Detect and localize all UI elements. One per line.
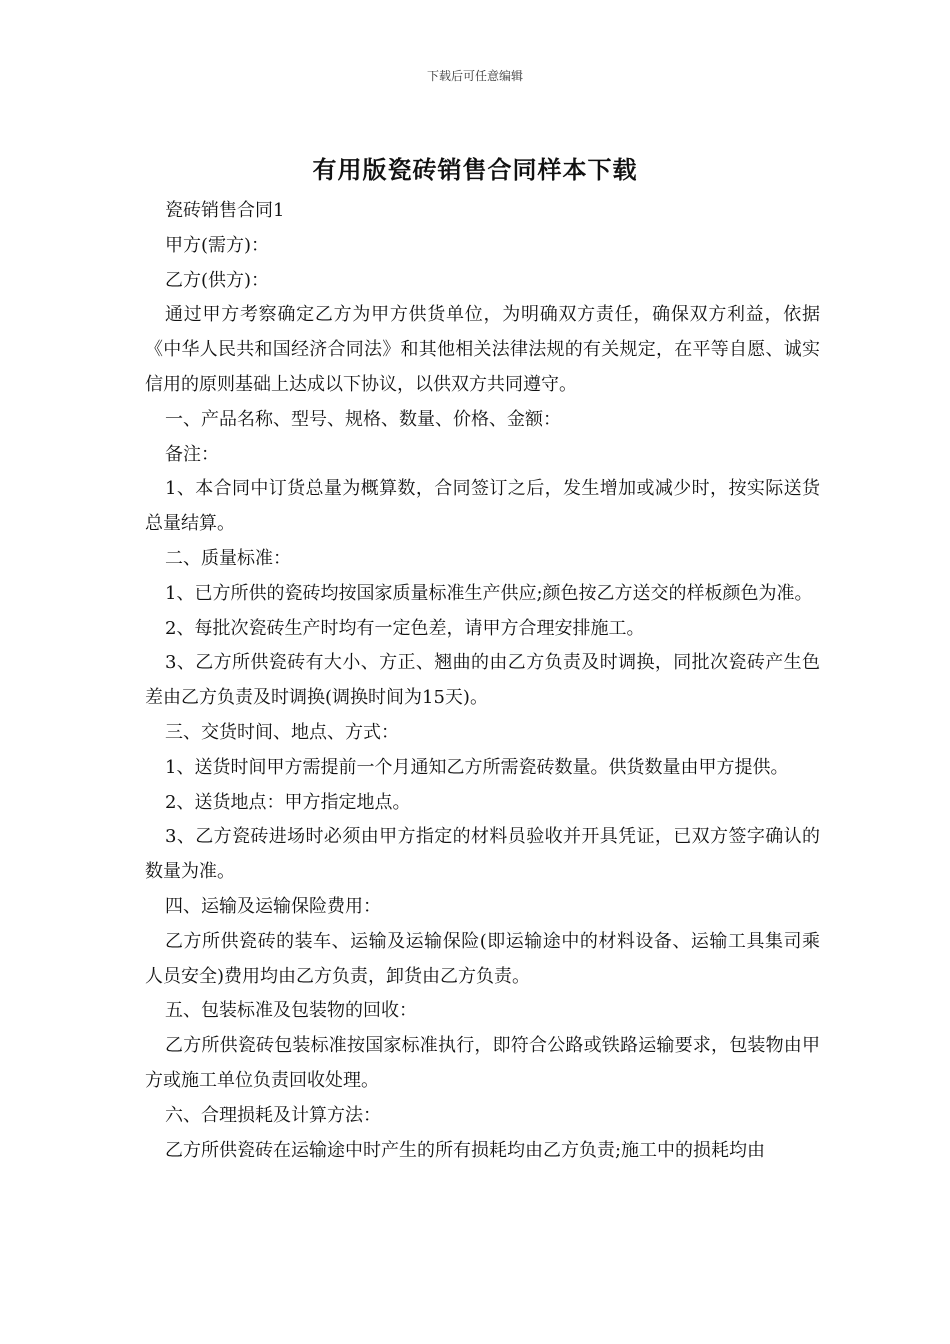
paragraph-2-1: 1、已方所供的瓷砖均按国家质量标准生产供应;颜色按乙方送交的样板颜色为准。 <box>165 582 813 604</box>
section-heading-2: 二、质量标准： <box>165 547 291 569</box>
paragraph-3-2: 2、送货地点：甲方指定地点。 <box>165 791 411 813</box>
paragraph-2-3: 3、乙方所供瓷砖有大小、方正、翘曲的由乙方负责及时调换，同批次瓷砖产生色差由乙方负责及时调换(调换时间为15天)。 <box>145 652 820 709</box>
section-heading-3: 三、交货时间、地点、方式： <box>165 721 399 743</box>
document-body <box>145 194 820 1168</box>
paragraph-3-3: 3、乙方瓷砖进场时必须由甲方指定的材料员验收并开具凭证，已双方签字确认的数量为准。 <box>145 826 820 883</box>
section-heading-1: 一、产品名称、型号、规格、数量、价格、金额： <box>165 408 561 430</box>
paragraph-2-2: 2、每批次瓷砖生产时均有一定色差，请甲方合理安排施工。 <box>165 617 645 639</box>
paragraph-6-1: 乙方所供瓷砖在运输途中时产生的所有损耗均由乙方负责;施工中的损耗均由 <box>165 1139 766 1161</box>
paragraph-party-a: 甲方(需方)： <box>165 234 270 256</box>
document-title: 有用版瓷砖销售合同样本下载 <box>312 156 638 184</box>
header-note: 下载后可任意编辑 <box>426 69 523 83</box>
paragraph-3-1: 1、送货时间甲方需提前一个月通知乙方所需瓷砖数量。供货数量由甲方提供。 <box>165 756 789 778</box>
paragraph-contract-name: 瓷砖销售合同1 <box>165 200 285 221</box>
paragraph-remark: 备注： <box>165 443 219 465</box>
paragraph-party-b: 乙方(供方)： <box>165 269 270 291</box>
section-heading-6: 六、合理损耗及计算方法： <box>165 1104 381 1126</box>
paragraph-4-1: 乙方所供瓷砖的装车、运输及运输保险(即运输途中的材料设备、运输工具集司乘人员安全)费用均由乙方负责，卸货由乙方负责。 <box>145 930 820 987</box>
paragraph-5-1: 乙方所供瓷砖包装标准按国家标准执行，即符合公路或铁路运输要求，包装物由甲方或施工单位负责回收处理。 <box>145 1035 820 1091</box>
section-heading-4: 四、运输及运输保险费用： <box>165 895 381 917</box>
section-heading-5: 五、包装标准及包装物的回收： <box>165 1000 417 1022</box>
paragraph-1-1: 1、本合同中订货总量为概算数，合同签订之后，发生增加或减少时，按实际送货总量结算。 <box>145 478 820 535</box>
paragraph-preamble: 通过甲方考察确定乙方为甲方供货单位，为明确双方责任，确保双方利益，依据《中华人民共和国经济合同法》和其他相关法律法规的有关规定，在平等自愿、诚实信用的原则基础上达成以下协议，以供双方共同遵守。 <box>145 304 820 395</box>
